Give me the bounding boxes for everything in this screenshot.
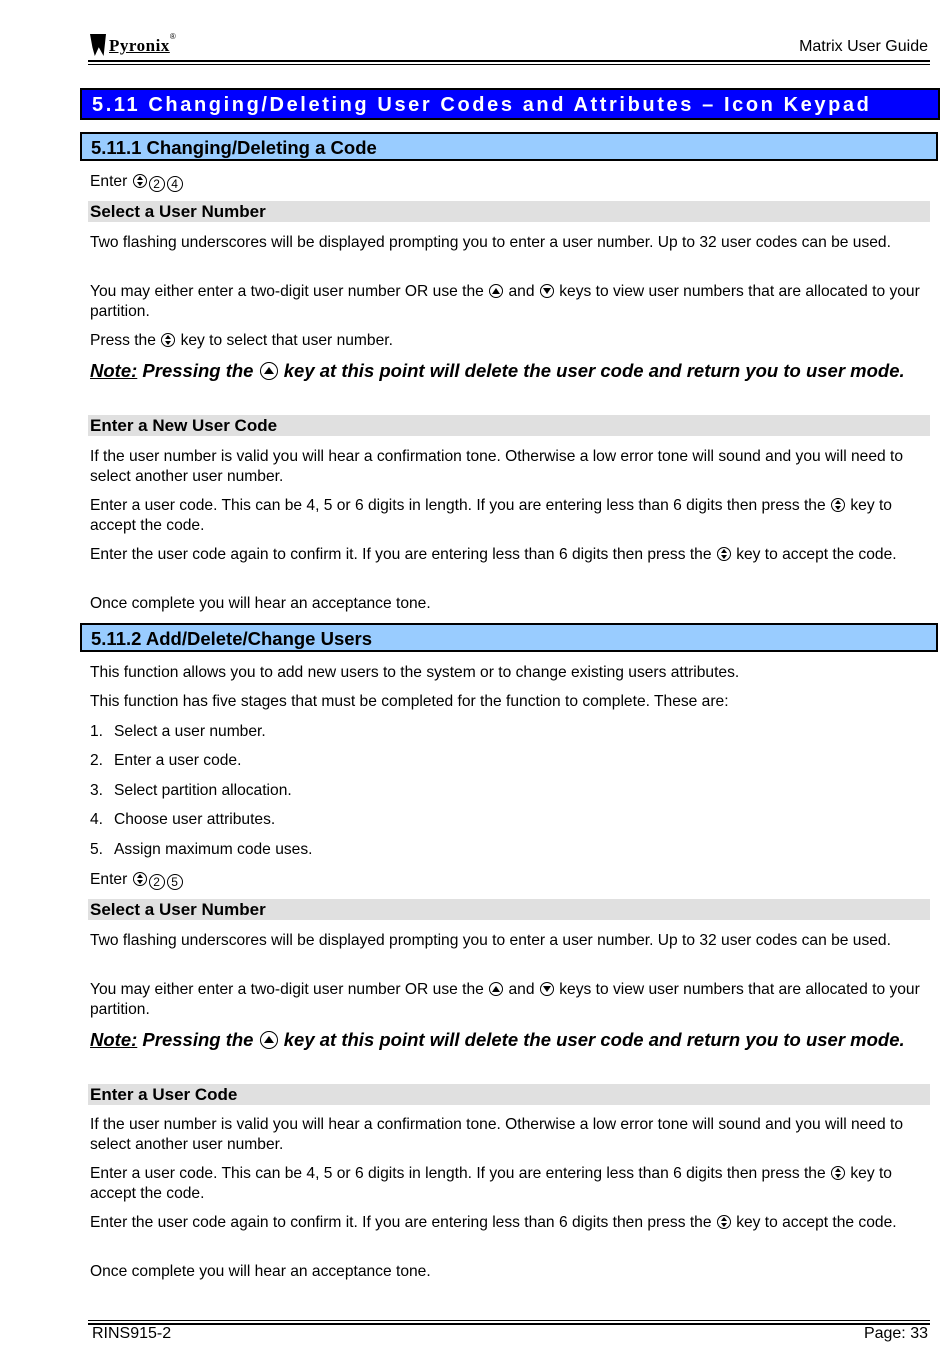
list-number: 4.	[90, 811, 104, 828]
step-heading-select-user: Select a User Number	[88, 201, 930, 222]
list-text: Choose user attributes.	[114, 811, 276, 828]
enter-sequence-2	[90, 870, 925, 890]
text-run: You may either enter a two-digit user number OR use the	[90, 283, 484, 300]
list-item	[90, 722, 266, 742]
paragraph: Once complete you will hear an acceptance tone.	[90, 595, 431, 612]
note-label: Note:	[90, 360, 138, 381]
paragraph: This function allows you to add new users to the system or to change existing users attributes.	[90, 664, 740, 681]
enter-label: Enter	[90, 871, 128, 888]
footer-doc-ref: RINS915-2	[92, 1325, 172, 1342]
text-run: Enter a user code. This can be 4, 5 or 6 digits in length. If you are entering less than 6 digits then press the	[90, 497, 826, 514]
list-text: Assign maximum code uses.	[114, 841, 313, 858]
up-key-icon	[260, 1031, 278, 1049]
paragraph	[90, 1213, 925, 1233]
text-run: Press the	[90, 332, 156, 349]
list-item	[90, 810, 275, 830]
footer-rule	[88, 1323, 930, 1325]
digit-4-icon: 4	[167, 176, 183, 192]
list-number: 2.	[90, 752, 104, 769]
text-run: keys to view user numbers that are allocated to your partition.	[90, 981, 920, 1018]
step-heading-enter-code: Enter a User Code	[88, 1084, 930, 1105]
note-label: Note:	[90, 1029, 138, 1050]
text-run: key to select that user number.	[180, 332, 393, 349]
list-number: 1.	[90, 723, 104, 740]
enter-key-icon	[831, 498, 845, 512]
digit-5-icon: 5	[167, 874, 183, 890]
paragraph	[90, 545, 925, 565]
text-run: key to accept the code.	[90, 1165, 892, 1202]
enter-key-icon	[133, 872, 147, 886]
paragraph	[90, 980, 925, 1020]
header-rule-thin	[88, 64, 930, 65]
enter-key-icon	[161, 333, 175, 347]
paragraph	[90, 282, 925, 322]
digit-2-icon: 2	[149, 874, 165, 890]
text-run: Pressing the	[142, 1029, 254, 1050]
paragraph: If the user number is valid you will hear a confirmation tone. Otherwise a low error tone will sound and you will need to select another user number.	[90, 448, 904, 485]
logo-wordmark: Pyronix	[109, 36, 170, 55]
list-number: 5.	[90, 841, 104, 858]
section-heading: 5.11 Changing/Deleting User Codes and Attributes – Icon Keypad	[80, 88, 940, 120]
text-run: key at this point will delete the user code and return you to user mode.	[283, 1029, 905, 1050]
footer-rule-thin	[88, 1320, 930, 1321]
list-item	[90, 781, 292, 801]
up-key-icon	[489, 982, 503, 996]
paragraph: If the user number is valid you will hear a confirmation tone. Otherwise a low error tone will sound and you will need to select another user number.	[90, 1116, 904, 1153]
down-key-icon	[540, 982, 554, 996]
text-run: Enter the user code again to confirm it. If you are entering less than 6 digits then press the	[90, 1214, 712, 1231]
enter-key-icon	[717, 547, 731, 561]
list-text: Select partition allocation.	[114, 782, 292, 799]
header-rule	[88, 60, 930, 62]
logo-trademark: ®	[169, 32, 176, 41]
list-item	[90, 751, 241, 771]
text-run: key to accept the code.	[736, 1214, 897, 1231]
paragraph: Two flashing underscores will be displayed prompting you to enter a user number. Up to 32 user codes can be used.	[90, 234, 891, 251]
subsection-heading-5-11-2: 5.11.2 Add/Delete/Change Users	[80, 623, 938, 652]
digit-2-icon: 2	[149, 176, 165, 192]
text-run: key to accept the code.	[90, 497, 892, 534]
subsection-heading-5-11-1: 5.11.1 Changing/Deleting a Code	[80, 132, 938, 161]
logo-mark-icon	[90, 34, 106, 56]
text-run: key at this point will delete the user code and return you to user mode.	[283, 360, 905, 381]
down-key-icon	[540, 284, 554, 298]
list-text: Enter a user code.	[114, 752, 242, 769]
enter-key-icon	[717, 1215, 731, 1229]
text-run: key to accept the code.	[736, 546, 897, 563]
enter-label: Enter	[90, 173, 128, 190]
document-title: Matrix User Guide	[799, 38, 928, 55]
paragraph: Two flashing underscores will be displayed prompting you to enter a user number. Up to 32 user codes can be used.	[90, 932, 891, 949]
enter-key-icon	[831, 1166, 845, 1180]
text-run: Enter the user code again to confirm it. If you are entering less than 6 digits then press the	[90, 546, 712, 563]
note	[90, 1029, 930, 1051]
pyronix-logo	[90, 28, 176, 56]
up-key-icon	[489, 284, 503, 298]
enter-sequence-1	[90, 172, 925, 192]
text-run: and	[508, 981, 535, 998]
text-run: keys to view user numbers that are allocated to your partition.	[90, 283, 920, 320]
step-heading-select-user: Select a User Number	[88, 899, 930, 920]
list-number: 3.	[90, 782, 104, 799]
text-run: and	[508, 283, 535, 300]
paragraph	[90, 496, 925, 536]
list-item	[90, 840, 312, 860]
paragraph	[90, 1164, 925, 1204]
up-key-icon	[260, 362, 278, 380]
note	[90, 360, 930, 382]
text-run: Enter a user code. This can be 4, 5 or 6 digits in length. If you are entering less than 6 digits then press the	[90, 1165, 826, 1182]
footer-page-number: Page: 33	[863, 1325, 928, 1342]
text-run: Pressing the	[142, 360, 254, 381]
enter-key-icon	[133, 174, 147, 188]
list-text: Select a user number.	[114, 723, 266, 740]
text-run: You may either enter a two-digit user number OR use the	[90, 981, 484, 998]
step-heading-enter-new-code: Enter a New User Code	[88, 415, 930, 436]
paragraph: This function has five stages that must be completed for the function to complete. These are:	[90, 693, 729, 710]
paragraph	[90, 331, 925, 351]
paragraph: Once complete you will hear an acceptance tone.	[90, 1263, 431, 1280]
